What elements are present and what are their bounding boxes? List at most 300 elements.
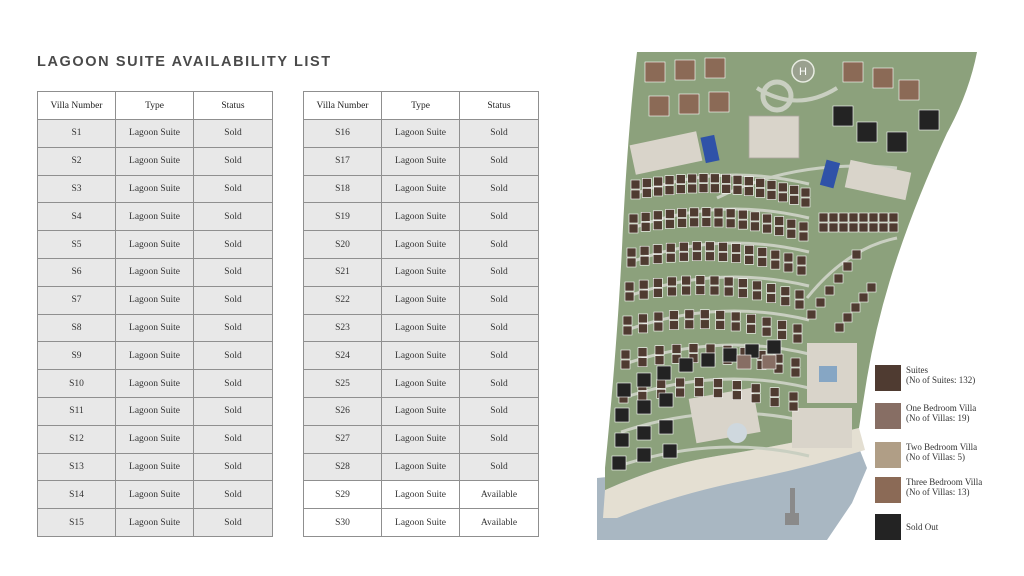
suite-unit — [784, 253, 793, 262]
villa-status-cell: Sold — [194, 397, 273, 425]
suite-unit — [807, 310, 816, 319]
table-row — [38, 314, 273, 342]
suite-unit — [672, 344, 681, 353]
villa-type-cell: Lagoon Suite — [382, 258, 460, 286]
villa-type-cell: Lagoon Suite — [116, 509, 194, 537]
sold-out-villa — [612, 456, 626, 470]
suite-unit — [689, 344, 698, 353]
suite-unit — [839, 223, 848, 232]
suite-unit — [668, 287, 677, 296]
suite-unit — [654, 187, 663, 196]
villa-type-cell: Lagoon Suite — [382, 147, 460, 175]
table-header-row — [304, 92, 539, 120]
suite-unit — [733, 185, 742, 194]
suite-unit — [655, 346, 664, 355]
suite-unit — [654, 312, 663, 321]
suite-unit — [676, 175, 685, 184]
villa-number-cell: S13 — [38, 453, 116, 481]
sold-out-villa — [637, 426, 651, 440]
suite-unit — [692, 242, 701, 251]
sold-out-villa — [857, 122, 877, 142]
suite-unit — [744, 187, 753, 196]
legend-label: One Bedroom Villa — [906, 403, 977, 413]
three-bedroom-villa — [843, 62, 863, 82]
suite-unit — [710, 184, 719, 193]
table-row — [38, 370, 273, 398]
suite-unit — [859, 213, 868, 222]
villa-type-cell: Lagoon Suite — [382, 397, 460, 425]
villa-number-cell: S2 — [38, 147, 116, 175]
suite-unit — [699, 174, 708, 183]
suite-unit — [747, 314, 756, 323]
suite-unit — [758, 258, 767, 267]
villa-type-cell: Lagoon Suite — [116, 453, 194, 481]
villa-number-cell: S25 — [304, 370, 382, 398]
legend-label: Suites — [906, 365, 929, 375]
villa-status-cell: Sold — [194, 203, 273, 231]
suite-unit — [843, 262, 852, 271]
suite-unit — [879, 223, 888, 232]
suite-unit — [879, 213, 888, 222]
villa-status-cell: Sold — [194, 453, 273, 481]
suite-unit — [629, 214, 638, 223]
villa-type-cell: Lagoon Suite — [382, 453, 460, 481]
suite-unit — [690, 208, 699, 217]
legend-swatch — [875, 477, 901, 503]
villa-type-cell: Lagoon Suite — [116, 425, 194, 453]
villa-number-cell: S28 — [304, 453, 382, 481]
suite-unit — [762, 317, 771, 326]
suite-unit — [753, 281, 762, 290]
villa-status-cell: Available — [460, 509, 539, 537]
suite-unit — [784, 263, 793, 272]
suite-unit — [819, 223, 828, 232]
table-row — [38, 453, 273, 481]
suite-unit — [732, 254, 741, 263]
suite-unit — [716, 310, 725, 319]
suite-unit — [799, 222, 808, 231]
suite-unit — [665, 186, 674, 195]
suite-unit — [666, 253, 675, 262]
table-row — [38, 481, 273, 509]
suite-unit — [789, 392, 798, 401]
villa-type-cell: Lagoon Suite — [116, 147, 194, 175]
villa-status-cell: Sold — [194, 286, 273, 314]
suite-unit — [816, 298, 825, 307]
suite-unit — [665, 209, 674, 218]
jetty — [790, 488, 795, 516]
suite-unit — [665, 176, 674, 185]
suite-unit — [695, 378, 704, 387]
legend-label: Two Bedroom Villa — [906, 442, 978, 452]
suite-unit — [679, 252, 688, 261]
villa-status-cell: Sold — [460, 425, 539, 453]
three-bedroom-villa — [675, 60, 695, 80]
table-row — [304, 147, 539, 175]
suite-unit — [631, 180, 640, 189]
suite-unit — [751, 394, 760, 403]
suite-unit — [638, 358, 647, 367]
suite-unit — [724, 287, 733, 296]
column-header: Status — [460, 92, 539, 120]
suite-unit — [678, 218, 687, 227]
column-header: Villa Number — [304, 92, 382, 120]
suite-unit — [702, 218, 711, 227]
villa-type-cell: Lagoon Suite — [116, 203, 194, 231]
table-header-row — [38, 92, 273, 120]
sold-out-villa — [723, 348, 737, 362]
suite-unit — [716, 320, 725, 329]
villa-status-cell: Sold — [460, 231, 539, 259]
sold-out-villa — [659, 420, 673, 434]
villa-number-cell: S14 — [38, 481, 116, 509]
sold-out-villa — [615, 408, 629, 422]
villa-type-cell: Lagoon Suite — [116, 314, 194, 342]
suite-unit — [889, 223, 898, 232]
suite-unit — [747, 324, 756, 333]
villa-status-cell: Sold — [460, 147, 539, 175]
table-row — [38, 175, 273, 203]
suite-unit — [732, 244, 741, 253]
suite-unit — [669, 321, 678, 330]
suite-unit — [621, 360, 630, 369]
villa-type-cell: Lagoon Suite — [382, 342, 460, 370]
table-row — [304, 425, 539, 453]
suite-unit — [726, 219, 735, 228]
clubhouse-building — [749, 116, 799, 158]
suite-unit — [787, 219, 796, 228]
villa-type-cell: Lagoon Suite — [382, 425, 460, 453]
suite-unit — [722, 184, 731, 193]
villa-type-cell: Lagoon Suite — [116, 231, 194, 259]
suite-unit — [750, 212, 759, 221]
sold-out-villa — [887, 132, 907, 152]
page-title: LAGOON SUITE AVAILABILITY LIST — [37, 54, 332, 70]
villa-status-cell: Sold — [194, 481, 273, 509]
villa-type-cell: Lagoon Suite — [116, 397, 194, 425]
villa-number-cell: S9 — [38, 342, 116, 370]
suite-unit — [753, 291, 762, 300]
suite-unit — [778, 193, 787, 202]
column-header: Status — [194, 92, 273, 120]
villa-status-cell: Sold — [194, 509, 273, 537]
sold-out-villa — [657, 366, 671, 380]
pool — [819, 366, 837, 382]
suite-unit — [852, 250, 861, 259]
suite-unit — [640, 256, 649, 265]
suite-unit — [738, 279, 747, 288]
suite-unit — [696, 276, 705, 285]
suite-unit — [639, 280, 648, 289]
suite-unit — [668, 277, 677, 286]
suite-unit — [654, 177, 663, 186]
suite-unit — [638, 314, 647, 323]
villa-type-cell: Lagoon Suite — [382, 120, 460, 148]
villa-type-cell: Lagoon Suite — [116, 286, 194, 314]
suite-unit — [829, 213, 838, 222]
suite-unit — [771, 260, 780, 269]
suite-unit — [889, 213, 898, 222]
villa-number-cell: S1 — [38, 120, 116, 148]
suite-unit — [714, 208, 723, 217]
suite-unit — [710, 286, 719, 295]
suite-unit — [793, 334, 802, 343]
table-row — [38, 286, 273, 314]
suite-unit — [732, 391, 741, 400]
villa-status-cell: Sold — [194, 314, 273, 342]
villa-number-cell: S26 — [304, 397, 382, 425]
suite-unit — [655, 356, 664, 365]
villa-status-cell: Sold — [194, 120, 273, 148]
sold-out-villa — [663, 444, 677, 458]
suite-unit — [705, 252, 714, 261]
suite-unit — [688, 184, 697, 193]
suite-unit — [654, 322, 663, 331]
legend-count: (No of Suites: 132) — [906, 375, 976, 385]
suite-unit — [839, 213, 848, 222]
villa-number-cell: S3 — [38, 175, 116, 203]
suite-unit — [767, 181, 776, 190]
villa-type-cell: Lagoon Suite — [116, 258, 194, 286]
villa-number-cell: S12 — [38, 425, 116, 453]
suite-unit — [641, 212, 650, 221]
suite-unit — [705, 242, 714, 251]
legend-label: Sold Out — [906, 522, 939, 532]
three-bedroom-villa — [709, 92, 729, 112]
villa-number-cell: S5 — [38, 231, 116, 259]
sold-out-villa — [833, 106, 853, 126]
table-row — [304, 314, 539, 342]
suite-unit — [702, 208, 711, 217]
villa-type-cell: Lagoon Suite — [382, 175, 460, 203]
suite-unit — [724, 277, 733, 286]
legend-swatch — [875, 403, 901, 429]
suite-unit — [695, 388, 704, 397]
suite-unit — [849, 223, 858, 232]
suite-unit — [756, 178, 765, 187]
legend-count: (No of Villas: 19) — [906, 413, 970, 423]
suite-unit — [623, 326, 632, 335]
table-row — [38, 342, 273, 370]
suite-unit — [627, 248, 636, 257]
suite-unit — [775, 227, 784, 236]
suite-unit — [639, 290, 648, 299]
suite-unit — [758, 248, 767, 257]
suite-unit — [733, 175, 742, 184]
column-header: Type — [382, 92, 460, 120]
villa-type-cell: Lagoon Suite — [382, 231, 460, 259]
legend-count: (No of Villas: 5) — [906, 452, 966, 462]
jetty-deck — [785, 513, 799, 525]
suite-unit — [657, 379, 666, 388]
suite-unit — [750, 222, 759, 231]
sold-out-villa — [701, 353, 715, 367]
suite-unit — [867, 283, 876, 292]
suite-unit — [869, 213, 878, 222]
suite-unit — [767, 284, 776, 293]
suite-unit — [642, 178, 651, 187]
villa-status-cell: Sold — [460, 258, 539, 286]
suite-unit — [771, 250, 780, 259]
suite-unit — [763, 214, 772, 223]
suite-unit — [869, 223, 878, 232]
sold-out-villa — [615, 433, 629, 447]
suite-unit — [763, 224, 772, 233]
villa-status-cell: Sold — [460, 286, 539, 314]
suite-unit — [714, 218, 723, 227]
villa-number-cell: S16 — [304, 120, 382, 148]
suite-unit — [778, 183, 787, 192]
suite-unit — [738, 220, 747, 229]
three-bedroom-villa — [649, 96, 669, 116]
suite-unit — [738, 289, 747, 298]
table-row — [38, 258, 273, 286]
villa-type-cell: Lagoon Suite — [382, 370, 460, 398]
suite-unit — [859, 293, 868, 302]
table-row — [304, 175, 539, 203]
table-row — [38, 397, 273, 425]
table-row — [304, 258, 539, 286]
villa-number-cell: S19 — [304, 203, 382, 231]
villa-number-cell: S18 — [304, 175, 382, 203]
suite-unit — [795, 290, 804, 299]
table-row — [38, 231, 273, 259]
villa-number-cell: S7 — [38, 286, 116, 314]
villa-type-cell: Lagoon Suite — [116, 175, 194, 203]
suite-unit — [797, 256, 806, 265]
villa-status-cell: Sold — [194, 370, 273, 398]
table-row — [304, 120, 539, 148]
suite-unit — [676, 388, 685, 397]
suite-unit — [767, 294, 776, 303]
suite-unit — [676, 378, 685, 387]
villa-number-cell: S30 — [304, 509, 382, 537]
suite-unit — [745, 255, 754, 264]
villa-number-cell: S8 — [38, 314, 116, 342]
suite-unit — [631, 190, 640, 199]
villa-type-cell: Lagoon Suite — [382, 481, 460, 509]
table-row — [304, 509, 539, 537]
suite-unit — [793, 324, 802, 333]
lagoon-pool — [727, 423, 747, 443]
villa-type-cell: Lagoon Suite — [116, 370, 194, 398]
suite-unit — [623, 316, 632, 325]
column-header: Type — [116, 92, 194, 120]
three-bedroom-villa — [705, 58, 725, 78]
suite-unit — [738, 210, 747, 219]
suite-unit — [713, 379, 722, 388]
suite-unit — [825, 286, 834, 295]
suite-unit — [849, 213, 858, 222]
suite-unit — [762, 327, 771, 336]
villa-number-cell: S29 — [304, 481, 382, 509]
villa-type-cell: Lagoon Suite — [382, 314, 460, 342]
sold-out-villa — [617, 383, 631, 397]
suite-unit — [781, 287, 790, 296]
sold-out-villa — [919, 110, 939, 130]
suite-unit — [731, 312, 740, 321]
suite-unit — [710, 276, 719, 285]
suite-unit — [851, 303, 860, 312]
suite-unit — [699, 184, 708, 193]
villa-number-cell: S21 — [304, 258, 382, 286]
villa-status-cell: Sold — [460, 120, 539, 148]
villa-number-cell: S27 — [304, 425, 382, 453]
suite-unit — [679, 242, 688, 251]
suite-unit — [621, 350, 630, 359]
table-row — [304, 481, 539, 509]
suite-unit — [775, 217, 784, 226]
suite-unit — [682, 286, 691, 295]
suite-unit — [700, 310, 709, 319]
villa-number-cell: S15 — [38, 509, 116, 537]
villa-type-cell: Lagoon Suite — [382, 286, 460, 314]
suite-unit — [797, 266, 806, 275]
suite-unit — [859, 223, 868, 232]
suite-unit — [843, 313, 852, 322]
villa-status-cell: Sold — [194, 175, 273, 203]
villa-status-cell: Sold — [194, 425, 273, 453]
sold-out-villa — [767, 340, 781, 354]
suite-unit — [801, 188, 810, 197]
villa-status-cell: Sold — [460, 314, 539, 342]
three-bedroom-villa — [873, 68, 893, 88]
table-row — [304, 286, 539, 314]
suite-unit — [770, 388, 779, 397]
suite-unit — [835, 323, 844, 332]
villa-type-cell: Lagoon Suite — [382, 509, 460, 537]
villa-status-cell: Sold — [460, 453, 539, 481]
villa-number-cell: S22 — [304, 286, 382, 314]
suite-unit — [770, 398, 779, 407]
villa-status-cell: Sold — [460, 342, 539, 370]
three-bedroom-villa — [645, 62, 665, 82]
suite-unit — [790, 195, 799, 204]
restaurant-building — [792, 408, 852, 448]
suite-unit — [640, 246, 649, 255]
suite-unit — [642, 188, 651, 197]
sold-out-villa — [637, 373, 651, 387]
suite-unit — [638, 391, 647, 400]
villa-type-cell: Lagoon Suite — [116, 120, 194, 148]
suite-unit — [625, 292, 634, 301]
legend-swatch — [875, 365, 901, 391]
suite-unit — [719, 252, 728, 261]
suite-unit — [706, 344, 715, 353]
villa-status-cell: Sold — [194, 258, 273, 286]
table-row — [304, 231, 539, 259]
sold-out-villa — [679, 358, 693, 372]
suite-unit — [731, 322, 740, 331]
suite-unit — [799, 232, 808, 241]
suite-unit — [653, 288, 662, 297]
villa-number-cell: S10 — [38, 370, 116, 398]
villa-number-cell: S17 — [304, 147, 382, 175]
suite-unit — [682, 276, 691, 285]
suite-unit — [638, 348, 647, 357]
suite-unit — [722, 174, 731, 183]
table-row — [304, 370, 539, 398]
availability-table-left — [37, 91, 273, 537]
suite-unit — [791, 358, 800, 367]
suite-unit — [787, 229, 796, 238]
sold-out-villa — [659, 393, 673, 407]
villa-number-cell: S23 — [304, 314, 382, 342]
suite-unit — [676, 185, 685, 194]
suite-unit — [669, 311, 678, 320]
suite-unit — [767, 191, 776, 200]
table-row — [38, 120, 273, 148]
